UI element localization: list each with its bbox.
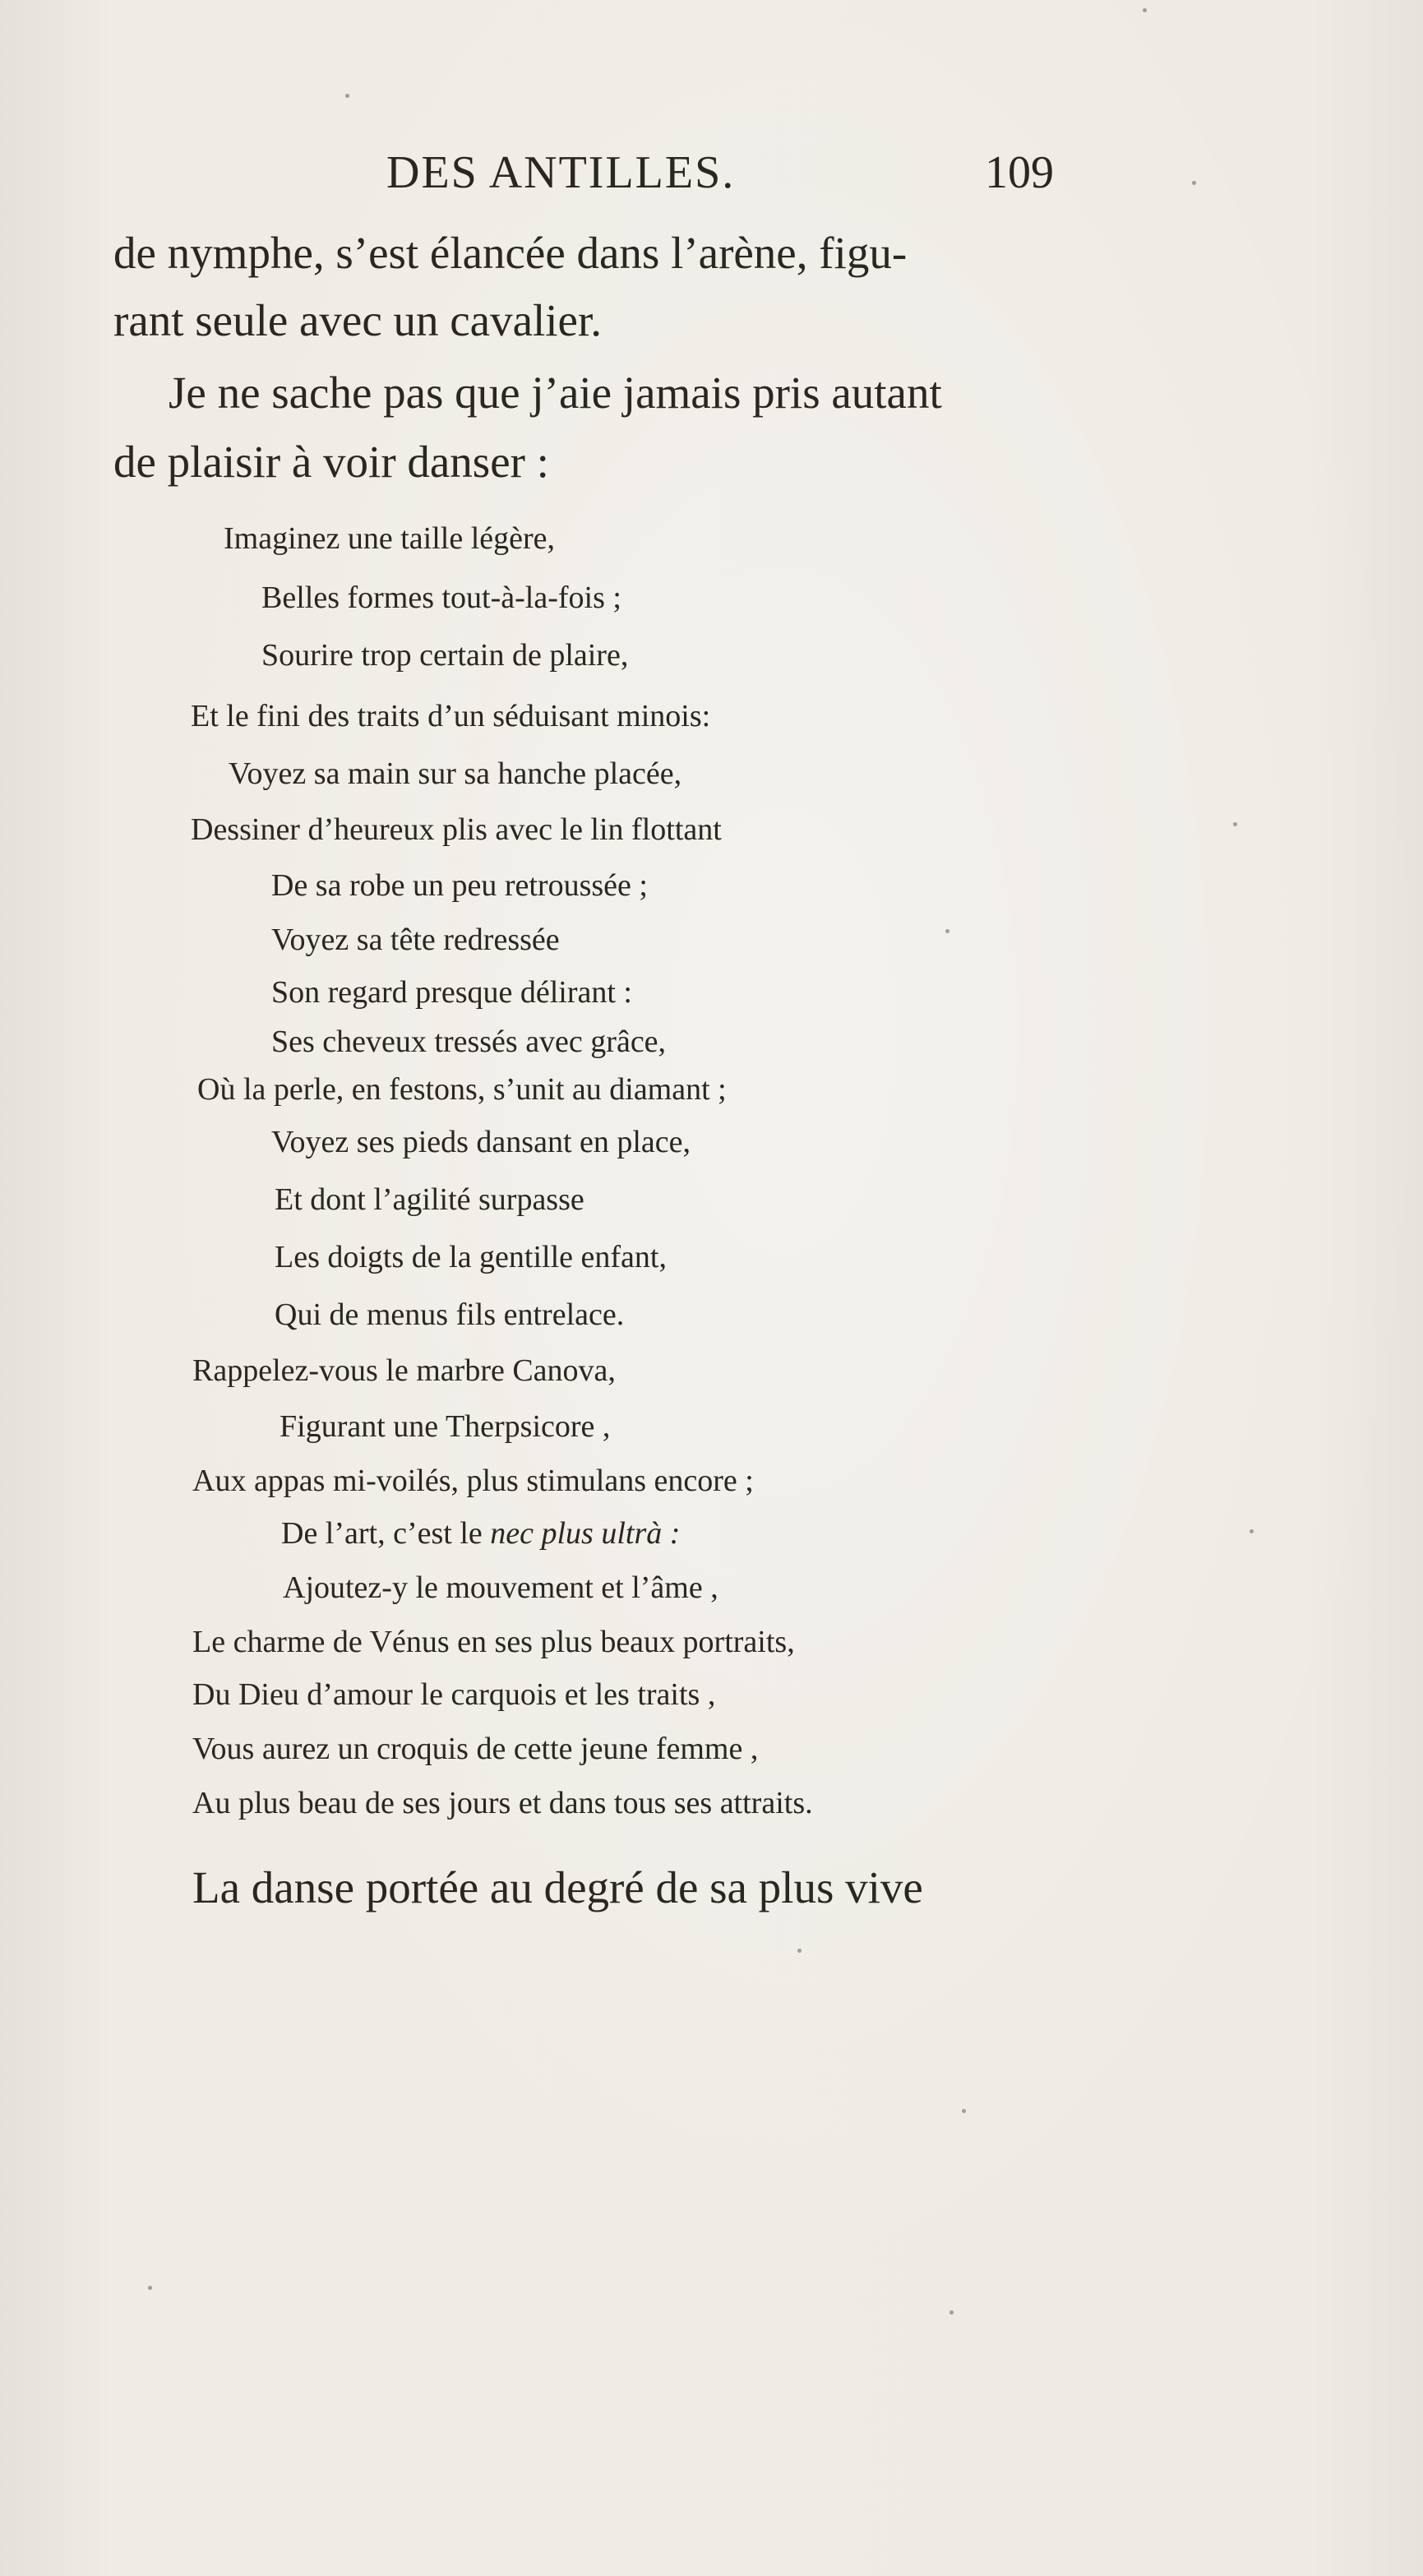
page-number: 109 bbox=[985, 147, 1054, 198]
poem-line-roman: De l’art, c’est le bbox=[281, 1516, 483, 1551]
paper-speck bbox=[1233, 822, 1237, 826]
poem-line: Son regard presque délirant : bbox=[271, 975, 632, 1010]
poem-line: Qui de menus fils entrelace. bbox=[275, 1297, 625, 1332]
poem-line: Du Dieu d’amour le carquois et les traits , bbox=[192, 1677, 716, 1712]
prose-line: de plaisir à voir danser : bbox=[113, 437, 549, 487]
paper-speck bbox=[1143, 8, 1147, 12]
paper-speck bbox=[148, 2286, 152, 2290]
paper-speck bbox=[945, 929, 949, 933]
prose-line: rant seule avec un cavalier. bbox=[113, 295, 602, 345]
poem-line: Voyez sa tête redressée bbox=[271, 923, 560, 957]
poem-line: Imaginez une taille légère, bbox=[224, 521, 556, 556]
paper-speck bbox=[1192, 181, 1196, 185]
poem-line: Aux appas mi-voilés, plus stimulans encore ; bbox=[192, 1464, 754, 1498]
paper-speck bbox=[949, 2310, 954, 2315]
poem-line: Et le fini des traits d’un séduisant minois: bbox=[191, 699, 711, 733]
poem-line: Ajoutez-y le mouvement et l’âme , bbox=[283, 1570, 718, 1605]
poem-line: Sourire trop certain de plaire, bbox=[261, 638, 629, 673]
poem-line: Au plus beau de ses jours et dans tous ses attraits. bbox=[192, 1786, 813, 1820]
poem-line: Ses cheveux tressés avec grâce, bbox=[271, 1024, 667, 1059]
poem-line: Où la perle, en festons, s’unit au diamant ; bbox=[197, 1072, 727, 1107]
poem-line-italic: nec plus ultrà : bbox=[490, 1516, 681, 1551]
poem-line: Le charme de Vénus en ses plus beaux portraits, bbox=[192, 1625, 795, 1659]
poem-line: Figurant une Therpsicore , bbox=[280, 1409, 611, 1444]
poem-line: De sa robe un peu retroussée ; bbox=[271, 868, 648, 903]
poem-line: Dessiner d’heureux plis avec le lin flottant bbox=[191, 812, 722, 847]
poem-line bbox=[281, 1518, 680, 1549]
running-header: DES ANTILLES. bbox=[386, 147, 736, 198]
poem-line: Et dont l’agilité surpasse bbox=[275, 1182, 584, 1217]
prose-line: de nymphe, s’est élancée dans l’arène, figu- bbox=[113, 228, 908, 278]
poem-line: Voyez sa main sur sa hanche placée, bbox=[229, 756, 682, 791]
poem-line: Belles formes tout-à-la-fois ; bbox=[261, 580, 621, 615]
paper-speck bbox=[962, 2109, 966, 2113]
prose-line: La danse portée au degré de sa plus vive bbox=[192, 1862, 923, 1912]
poem-line: Voyez ses pieds dansant en place, bbox=[271, 1125, 691, 1159]
paper-speck bbox=[345, 94, 349, 98]
paper-speck bbox=[797, 1949, 802, 1953]
poem-line: Rappelez-vous le marbre Canova, bbox=[192, 1353, 616, 1388]
paper-speck bbox=[1250, 1529, 1254, 1533]
poem-line: Vous aurez un croquis de cette jeune femme , bbox=[192, 1732, 759, 1766]
poem-line: Les doigts de la gentille enfant, bbox=[275, 1240, 667, 1274]
prose-line: Je ne sache pas que j’aie jamais pris autant bbox=[169, 368, 942, 418]
